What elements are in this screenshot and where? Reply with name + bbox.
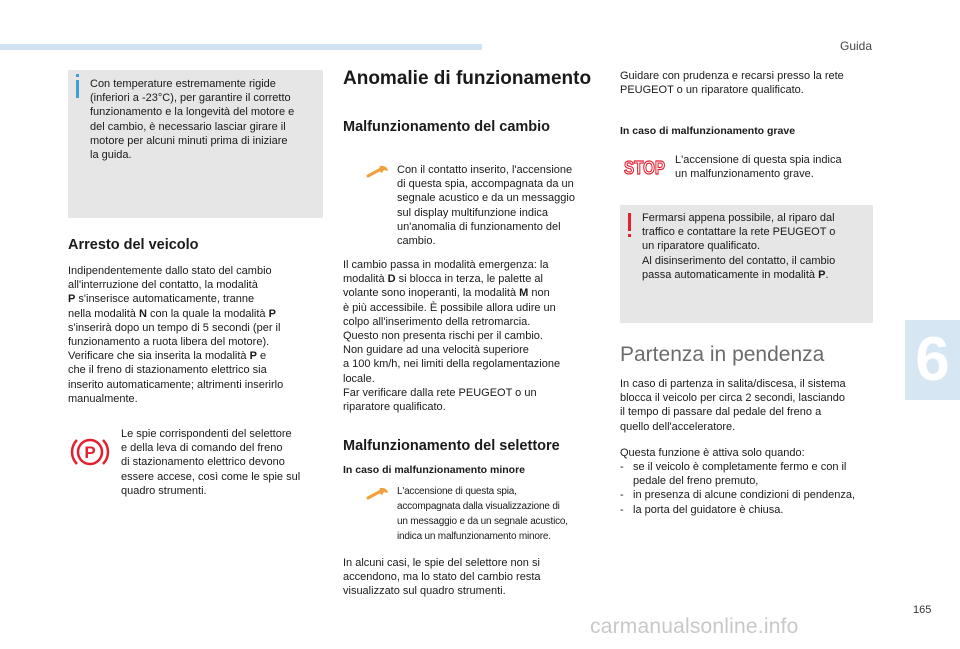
text-line: Con il contatto inserito, l'accensione — [397, 164, 573, 176]
minor-fault-text — [397, 484, 607, 544]
list-item — [620, 488, 885, 502]
text-line: inserito automaticamente; altrimenti inserirlo — [68, 378, 284, 391]
text-line: un malfunzionamento grave. — [675, 168, 814, 181]
text-line: un messaggio e da un segnale acustico, — [397, 516, 568, 527]
text-line: locale. — [343, 372, 375, 385]
watermark: carmanualsonline.info — [590, 615, 799, 638]
text-line: di questa spia, accompagnata da un — [397, 178, 574, 191]
text-line: motore per alcuni minuti prima di iniziare — [90, 134, 288, 147]
text-line: se il veicolo è completamente fermo e con il — [633, 461, 847, 473]
text-line: Con temperature estremamente rigide — [90, 78, 276, 90]
text-line: nella modalità N con la quale la modalità P — [68, 307, 276, 320]
drive-carefully-text — [620, 69, 880, 97]
cold-weather-note-text — [90, 77, 320, 162]
text-line: a 100 km/h, nei limiti della regolamentazione — [343, 358, 561, 371]
text-line: un riparatore qualificato. — [642, 240, 761, 253]
text-line: che il freno di stazionamento elettrico sia — [68, 364, 267, 377]
selector-fault-text — [343, 556, 603, 599]
text-line: passa automaticamente in modalità P. — [642, 268, 829, 281]
info-icon-bar — [76, 80, 79, 98]
chapter-tab — [905, 320, 960, 400]
hill-start-title: Partenza in pendenza — [620, 343, 825, 366]
text-line: Indipendentemente dallo stato del cambio — [68, 265, 272, 277]
text-line: Non guidare ad una velocità superiore — [343, 344, 529, 357]
text-line: quadro strumenti. — [121, 484, 207, 497]
cold-weather-note — [68, 70, 323, 218]
stop-icon — [624, 156, 666, 178]
serious-fault-text — [675, 153, 875, 181]
hill-start-text — [620, 377, 882, 434]
list-item — [620, 503, 885, 517]
text-line: riparatore qualificato. — [343, 401, 446, 414]
gearbox-fault-text — [343, 258, 603, 414]
text-line: segnale acustico e da un messaggio — [397, 192, 575, 205]
text-line: blocca il veicolo per circa 2 secondi, lasciando — [620, 392, 846, 405]
text-line: colpo all'inserimento della retromarcia. — [343, 315, 531, 328]
text-line: è più accessibile. È possibile allora udire un — [343, 301, 556, 314]
text-line: sul display multifunzione indica — [397, 206, 549, 219]
text-line: L'accensione di questa spia, — [397, 486, 517, 497]
stop-icon-text: STOP — [624, 158, 665, 178]
text-line: la porta del guidatore è chiusa. — [633, 503, 784, 516]
text-line: (inferiori a -23°C), per garantire il corretto — [90, 92, 291, 105]
text-line: Questo non presenta rischi per il cambio. — [343, 330, 543, 343]
text-line: in presenza di alcune condizioni di pendenza, — [633, 489, 855, 502]
vehicle-stop-title: Arresto del veicolo — [68, 237, 199, 253]
text-line: accompagnata dalla visualizzazione di — [397, 501, 560, 512]
section-label: Guida — [840, 39, 873, 53]
gearbox-warning-text — [397, 163, 602, 248]
list-dash: - — [620, 503, 624, 516]
text-line: visualizzato sul quadro strumenti. — [343, 585, 506, 598]
page-number: 165 — [913, 604, 932, 616]
text-line: del cambio, è necessario lasciar girare il — [90, 120, 286, 133]
text-line: Verificare che sia inserita la modalità P e — [68, 350, 267, 363]
parking-brake-text — [121, 427, 326, 498]
text-line: traffico e contattare la rete PEUGEOT o — [642, 226, 836, 239]
text-line: P s'inserisce automaticamente, tranne — [68, 293, 255, 306]
text-line: funzionamento a ruota libera del motore). — [68, 336, 270, 349]
parking-brake-letter: P — [84, 443, 96, 462]
text-line: e della leva di comando del freno — [121, 442, 283, 455]
text-line: Guidare con prudenza e recarsi presso la rete — [620, 70, 844, 82]
text-line: s'inserirà dopo un tempo di 5 secondi (per il — [68, 321, 281, 334]
text-line: cambio. — [397, 235, 436, 248]
text-line: la guida. — [90, 149, 132, 162]
text-line: indica un malfunzionamento minore. — [397, 531, 551, 542]
header-accent-bar — [0, 44, 482, 50]
text-line: In caso di partenza in salita/discesa, il sistema — [620, 378, 846, 390]
text-line: Il cambio passa in modalità emergenza: la — [343, 259, 549, 271]
text-line: L'accensione di questa spia indica — [675, 154, 842, 166]
stop-warning-note — [620, 205, 873, 323]
text-line: volante sono inoperanti, la modalità M non — [343, 287, 550, 300]
text-line: essere accese, così come le spie sul — [121, 470, 301, 483]
list-dash: - — [620, 461, 624, 473]
vehicle-stop-text — [68, 264, 328, 406]
chapter-number: 6 — [915, 325, 950, 394]
text-line: Le spie corrispondenti del selettore — [121, 428, 292, 440]
text-line: accendono, ma lo stato del cambio resta — [343, 571, 541, 584]
hill-start-condition-intro: Questa funzione è attiva solo quando: — [620, 447, 805, 459]
parking-brake-icon — [70, 432, 110, 472]
gearbox-fault-title: Malfunzionamento del cambio — [343, 119, 551, 135]
stop-warning-text — [642, 211, 870, 282]
text-line: manualmente. — [68, 392, 138, 405]
text-line: un'anomalia di funzionamento del — [397, 220, 561, 233]
wrench-icon — [366, 164, 390, 180]
text-line: all'interruzione del contatto, la modalità — [68, 279, 258, 292]
list-dash: - — [620, 489, 624, 502]
exclamation-icon — [628, 213, 631, 231]
malfunctions-title: Anomalie di funzionamento — [343, 68, 592, 89]
text-line: di stazionamento elettrico devono — [121, 456, 285, 469]
selector-fault-title: Malfunzionamento del selettore — [343, 438, 560, 454]
text-line: quello dell'acceleratore. — [620, 420, 736, 433]
minor-fault-title: In caso di malfunzionamento minore — [343, 464, 526, 476]
exclamation-icon-dot — [628, 234, 631, 237]
text-line: Al disinserimento del contatto, il cambio — [642, 254, 836, 267]
text-line: Far verificare dalla rete PEUGEOT o un — [343, 386, 537, 399]
info-icon — [76, 74, 79, 77]
text-line: In alcuni casi, le spie del selettore non si — [343, 557, 540, 569]
text-line: il tempo di passare dal pedale del freno a — [620, 406, 822, 419]
text-line: pedale del freno premuto, — [633, 475, 759, 488]
list-item — [620, 460, 885, 488]
text-line: modalità D si blocca in terza, le palette al — [343, 273, 543, 286]
text-line: Fermarsi appena possibile, al riparo dal — [642, 212, 835, 224]
text-line: PEUGEOT o un riparatore qualificato. — [620, 84, 804, 97]
wrench-icon — [366, 486, 390, 502]
hill-start-conditions — [620, 460, 885, 517]
text-line: funzionamento e la longevità del motore e — [90, 106, 295, 119]
serious-fault-title: In caso di malfunzionamento grave — [620, 125, 796, 137]
